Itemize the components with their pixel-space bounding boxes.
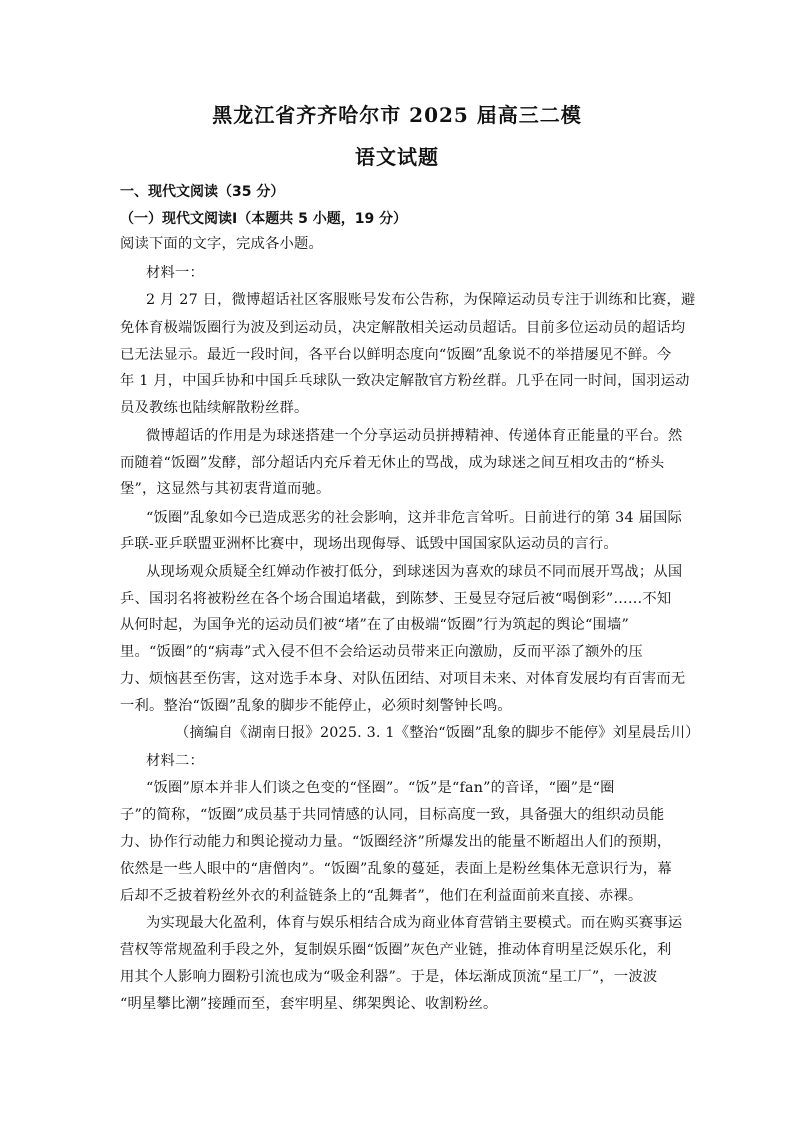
material1-line: 乒联-亚乒联盟亚洲杯比赛中，现场出现侮辱、诋毁中国国家队运动员的言行。: [120, 536, 618, 552]
document-title: 黑龙江省齐齐哈尔市 2025 届高三二模: [212, 103, 582, 127]
material1-line: 已无法显示。最近一段时间，各平台以鲜明态度向“饭圈”乱象说不的举措屡见不鲜。今: [120, 347, 672, 363]
material1-line: 从现场观众质疑全红婵动作被打低分，到球迷因为喜欢的球员不同而展开骂战；从国: [146, 564, 683, 580]
material2-line: 后却不乏披着粉丝外衣的利益链条上的“乱舞者”，他们在利益面前来直接、赤裸。: [120, 888, 643, 904]
material1-line: 堡”，这显然与其初衷背道而驰。: [120, 481, 331, 497]
material1-line: 从何时起，为国争光的运动员们被“堵”在了由极端“饭圈”行为筑起的舆论“围墙”: [120, 617, 629, 633]
section-heading: 一、现代文阅读（35 分）: [120, 184, 285, 200]
material1-line: 而随着“饭圈”发酵，部分超话内充斥着无休止的骂战，成为球迷之间互相攻击的“桥头: [120, 455, 665, 471]
material2-line: 营权等常规盈利手段之外，复制娱乐圈“饭圈”灰色产业链，推动体育明星泛娱乐化，利: [120, 942, 672, 958]
document-subtitle: 语文试题: [355, 145, 439, 169]
instruction-text: 阅读下面的文字，完成各小题。: [120, 236, 323, 252]
material2-line: 子”的简称，“饭圈”成员基于共同情感的认同，目标高度一致，具备强大的组织动员能: [120, 807, 665, 823]
material1-line: 力、烦恼甚至伤害，这对选手本身、对队伍团结、对项目未来、对体育发展均有百害而无: [120, 671, 686, 687]
material2-line: 力、协作行动能力和舆论搅动力量。“饭圈经济”所爆发出的能量不断超出人们的预期，: [120, 834, 672, 850]
subsection-heading: （一）现代文阅读Ⅰ（本题共 5 小题，19 分）: [120, 211, 408, 227]
material2-label: 材料二：: [146, 753, 204, 769]
material1-line: 微博超话的作用是为球迷搭建一个分享运动员拼搏精神、传递体育正能量的平台。然: [146, 428, 683, 444]
material1-line: 乒、国羽名将被粉丝在各个场合围追堵截，到陈梦、王曼昱夺冠后被“喝倒彩”……不知: [120, 591, 672, 607]
material2-line: 为实现最大化盈利，体育与娱乐相结合成为商业体育营销主要模式。而在购买赛事运: [146, 915, 683, 931]
material2-line: 用其个人影响力圈粉引流也成为“吸金利器”。于是，体坛渐成顶流“星工厂”，一波波: [120, 969, 658, 985]
material1-label: 材料一：: [146, 265, 204, 281]
material1-line: 年 1 月，中国乒协和中国乒乓球队一致决定解散官方粉丝群。几乎在同一时间，国羽运动: [120, 373, 690, 389]
material2-line: “饭圈”原本并非人们谈之色变的“怪圈”。“饭”是“fan”的音译，“圈”是“圈: [146, 780, 615, 796]
material2-line: 依然是一些人眼中的“唐僧肉”。“饭圈”乱象的蔓延，表面上是粉丝集体无意识行为，幕: [120, 861, 672, 877]
material1-line: 免体育极端饭圈行为波及到运动员，决定解散相关运动员超话。目前多位运动员的超话均: [120, 320, 686, 336]
material1-line: 一利。整治“饭圈”乱象的脚步不能停止，必须时刻警钟长鸣。: [120, 698, 512, 714]
material1-line: 员及教练也陆续解散粉丝群。: [120, 400, 309, 416]
material2-line: “明星攀比潮”接踵而至，套牢明星、绑架舆论、收割粉丝。: [120, 996, 498, 1012]
material1-line: “饭圈”乱象如今已造成恶劣的社会影响，这并非危言耸听。日前进行的第 34 届国际: [146, 510, 682, 526]
material1-line: 2 月 27 日，微博超话社区客服账号发布公告称，为保障运动员专注于训练和比赛，避: [146, 292, 696, 308]
material1-line: 里。“饭圈”的“病毒”式入侵不但不会给运动员带来正向激励，反而平添了额外的压: [120, 644, 643, 660]
material1-source: （摘编自《湖南日报》2025. 3. 1《整治“饭圈”乱象的脚步不能停》刘星晨岳川）: [175, 725, 700, 741]
